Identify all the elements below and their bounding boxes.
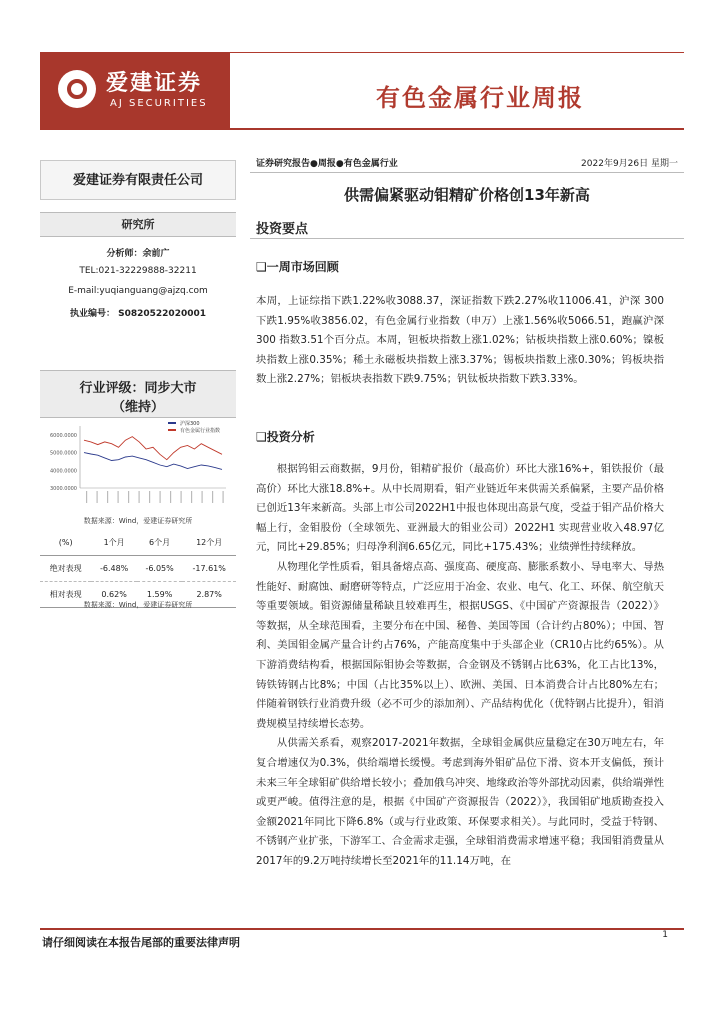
table-cell: 1.59% [137,582,182,608]
index-trend-chart [40,418,236,510]
paragraph-text: 本周，上证综指下跌1.22%收3088.37，深证指数下跌2.27%收11006.41，沪深 300 下跌1.95%收3856.02，有色金属行业指数（申万）上涨1.56%收5066.51，跑赢沪深 300 指数3.51个百分点。本周，钽板块指数上涨1.02%；钴板块指数上涨0.60%；镍板块指数上涨0.35%；稀土永磁板块指数上涨3.37%；锡板块指数上涨0.30%；钨板块指数上涨2.27%；铝板块表指数下跌9.75%；钒钛板块指数下跌3.33%。 [256,295,664,386]
analyst-email: E-mail:yuqianguang@ajzq.com [68,286,208,296]
table-header-cell: 6个月 [137,530,182,556]
section-rule [250,238,684,239]
breadcrumb-rule [250,172,684,173]
rating-status: （维持） [111,400,164,415]
table-cell: -6.05% [137,556,182,582]
breadcrumb: 证券研究报告●周报●有色金属行业 [256,159,398,169]
rating-text: 行业评级：同步大市 [79,381,197,396]
x-tick-label [107,491,108,503]
report-type-title: 有色金属行业周报 [376,84,584,112]
logo-english-name: AJ SECURITIES [110,98,208,109]
legend-label-hs300: 沪深300 [180,421,200,427]
research-dept: 研究所 [40,212,236,237]
industry-rating [40,370,236,418]
x-tick-label [212,491,213,503]
table-cell: 绝对表现 [40,556,91,582]
page-number: 1 [662,930,668,940]
x-tick-label [149,491,150,503]
company-name: 爱建证券有限责任公司 [40,160,236,200]
x-tick-label [191,491,192,503]
x-tick-label [118,491,119,503]
section-heading: 投资要点 [256,222,309,237]
analyst-license: 执业编号： S0820522020001 [69,309,207,319]
footer-rule [40,928,684,930]
table-cell: 2.87% [182,582,236,608]
table-cell: 0.62% [91,582,136,608]
chart-source: 数据来源：Wind，爱建证券研究所 [83,517,193,525]
table-source: 数据来源：Wind，爱建证券研究所 [83,601,193,609]
table-header-cell: (%) [40,530,91,556]
paragraph-investment-analysis [256,460,664,871]
document-title: 供需偏紧驱动钼精矿价格创13年新高 [344,186,590,204]
x-tick-label [202,491,203,503]
x-tick-label [170,491,171,503]
table-cell: -6.48% [91,556,136,582]
paragraph-text: 根据钨钼云商数据，9月份，钼精矿报价（最高价）环比大涨16%+，钼铁报价（最高价）环比大涨18.8%+。从中长周期看，钼产业链近年来供需关系偏紧，主要产品价格已创近13年来新高。头部上市公司2022H1中报也体现出高景气度，受益于钼产品价格大幅上行，金钼股份（全球领先、亚洲最大的钼业公司）2022H1 实现营业收入48.97亿元，同比+29.85%；归母净利润6.65亿元，同比+175.43%；业绩弹性持续释放。 [256,463,664,554]
performance-table [40,530,236,608]
paragraph-market-review [256,292,664,390]
company-logo [40,52,230,128]
table-cell: 相对表现 [40,582,91,608]
paragraph-text: 从物理化学性质看，钼具备熔点高、强度高、硬度高、膨胀系数小、导电率大、导热性能好、耐腐蚀、耐磨研等特点，广泛应用于冶金、农业、电气、化工、环保、航空航天等重要领域。钼资源储量稀缺且较难再生，根据USGS、《中国矿产资源报告（2022）》等数据，从全球范围看，主要分布在中国、秘鲁、美国等国（合计约占80%）；中国、智利、美国钼金属产量合计约占76%，产能高度集中于头部企业（CR10占比约65%）。从下游消费结构看，根据国际钼协会等数据，合金钢及不锈钢占比63%，化工占比13%，铸铁铸钢占比8%；中国（占比35%以上）、欧洲、美国、日本消费合计占比80%左右；伴随着钢铁行业消费升级（必不可少的添加剂）、产品结构优化（优特钢占比提升），钼消费规模呈持续增长态势。 [256,560,664,730]
logo-emblem-icon [58,70,96,108]
y-tick-label: 3000.0000 [49,486,77,492]
table-cell: -17.61% [182,556,236,582]
header-bottom-rule [40,128,684,130]
y-tick-label: 6000.0000 [49,432,77,439]
table-header-cell: 1个月 [91,530,136,556]
analyst-name: 分析师：余前广 [106,249,170,259]
x-tick-label [86,491,87,503]
x-tick-label [128,491,129,503]
legend-swatch-metals [168,429,176,431]
subsection-investment-analysis: ❑投资分析 [256,430,315,444]
analyst-tel: TEL:021-32229888-32211 [79,266,197,276]
x-tick-label [139,491,140,503]
legend-swatch-hs300 [168,422,176,424]
x-tick-label [97,491,98,503]
paragraph-text: 从供需关系看，观察2017-2021年数据，全球钼金属供应量稳定在30万吨左右，年复合增速仅为0.3%，供给端增长缓慢。考虑到海外钼矿品位下滑、资本开支偏低，预计未来三年全球钼矿供给增长较小；叠加俄乌冲突、地缘政治等外部扰动因素，供给端弹性或更严峻。值得注意的是，根据《中国矿产资源报告（2022）》，我国钼矿地质勘查投入金额2021年同比下降6.8%（或与行业政策、环保要求相关）。与此同时，受益于特钢、不锈钢产业扩张，下游军工、合金需求走强，全球钼消费需求增速平稳；我国钼消费量从2017年的9.2万吨持续增长至2021年的11.14万吨，在 [256,737,664,867]
table-header-row [40,530,236,556]
x-tick-label [181,491,182,503]
series-line-1 [84,437,222,460]
x-tick-label [160,491,161,503]
legend-label-metals: 有色金属行业指数 [180,428,221,434]
y-tick-label: 5000.0000 [49,450,77,457]
table-row [40,556,236,582]
y-tick-label: 4000.0000 [49,468,77,475]
table-header-cell: 12个月 [182,530,236,556]
logo-chinese-name: 爱建证券 [106,71,203,96]
series-line-0 [84,453,222,470]
legal-notice: 请仔细阅读在本报告尾部的重要法律声明 [42,936,240,949]
x-tick-label [223,491,224,503]
subsection-market-review: ❑一周市场回顾 [256,260,339,274]
report-date: 2022年9月26日 星期一 [581,159,678,169]
